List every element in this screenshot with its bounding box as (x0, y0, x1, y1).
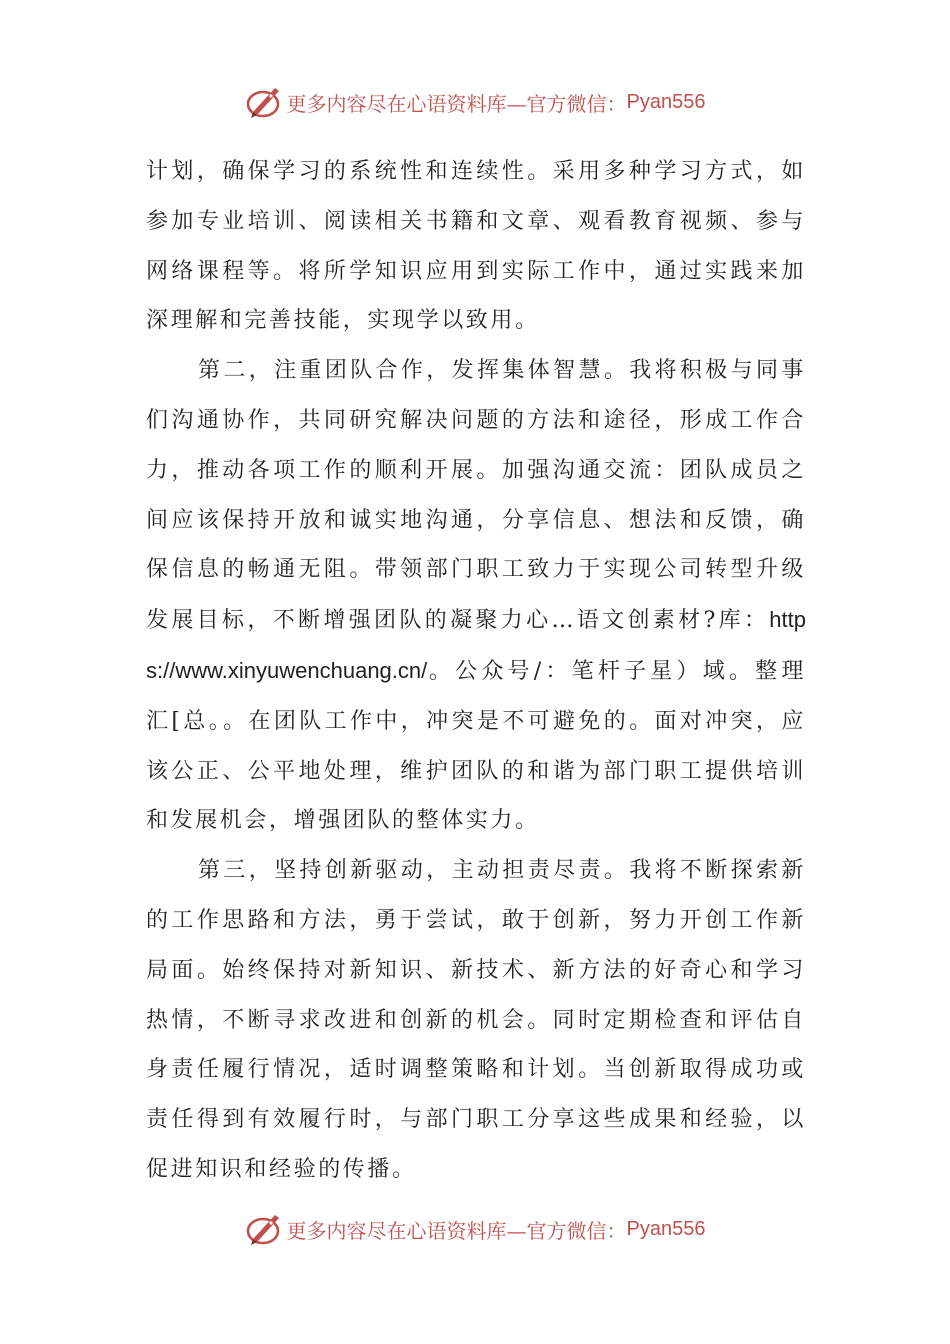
footer-watermark (0, 1209, 950, 1249)
source-url: https://www.xinyuwenchuang.cn/ (146, 607, 806, 683)
pen-logo-icon (245, 82, 285, 122)
paragraph-1: 计划，确保学习的系统性和连续性。采用多种学习方式，如参加专业培训、阅读相关书籍和文章、观看教育视频、参与网络课程等。将所学知识应用到实际工作中，通过实践来加深理解和完善技能，实现学以致用。 (146, 159, 806, 334)
header-watermark (0, 82, 950, 122)
paragraph-2-text-after: 。公众号/：笔杆子星）域。整理汇[总。。在团队工作中，冲突是不可避免的。面对冲突，应该公正、公平地处理，维护团队的和谐为部门职工提供培训和发展机会，增强团队的整体实力。 (146, 658, 806, 834)
watermark-text: 更多内容尽在心语资料库—官方微信： (286, 1218, 627, 1243)
watermark-wechat-id: Pyan556 (626, 90, 706, 113)
watermark-text: 更多内容尽在心语资料库—官方微信： (286, 91, 627, 116)
watermark-wechat-id: Pyan556 (626, 1217, 706, 1240)
document-body (146, 147, 806, 1195)
pen-logo-icon (245, 1209, 285, 1249)
paragraph-3: 第三，坚持创新驱动，主动担责尽责。我将不断探索新的工作思路和方法，勇于尝试，敢于创新，努力开创工作新局面。始终保持对新知识、新技术、新方法的好奇心和学习热情，不断寻求改进和创新的机会。同时定期检查和评估自身责任履行情况，适时调整策略和计划。当创新取得成功或责任得到有效履行时，与部门职工分享这些成果和经验，以促进知识和经验的传播。 (146, 858, 806, 1182)
paragraph-2-text: 第二，注重团队合作，发挥集体智慧。我将积极与同事们沟通协作，共同研究解决问题的方法和途径，形成工作合力，推动各项工作的顺利开展。加强沟通交流：团队成员之间应该保持开放和诚实地沟通，分享信息、想法和反馈，确保信息的畅通无阻。带领部门职工致力于实现公司转型升级发展目标，不断增强团队的凝聚力心…语文创素材?库： (146, 358, 806, 634)
paragraph-2 (146, 346, 806, 846)
